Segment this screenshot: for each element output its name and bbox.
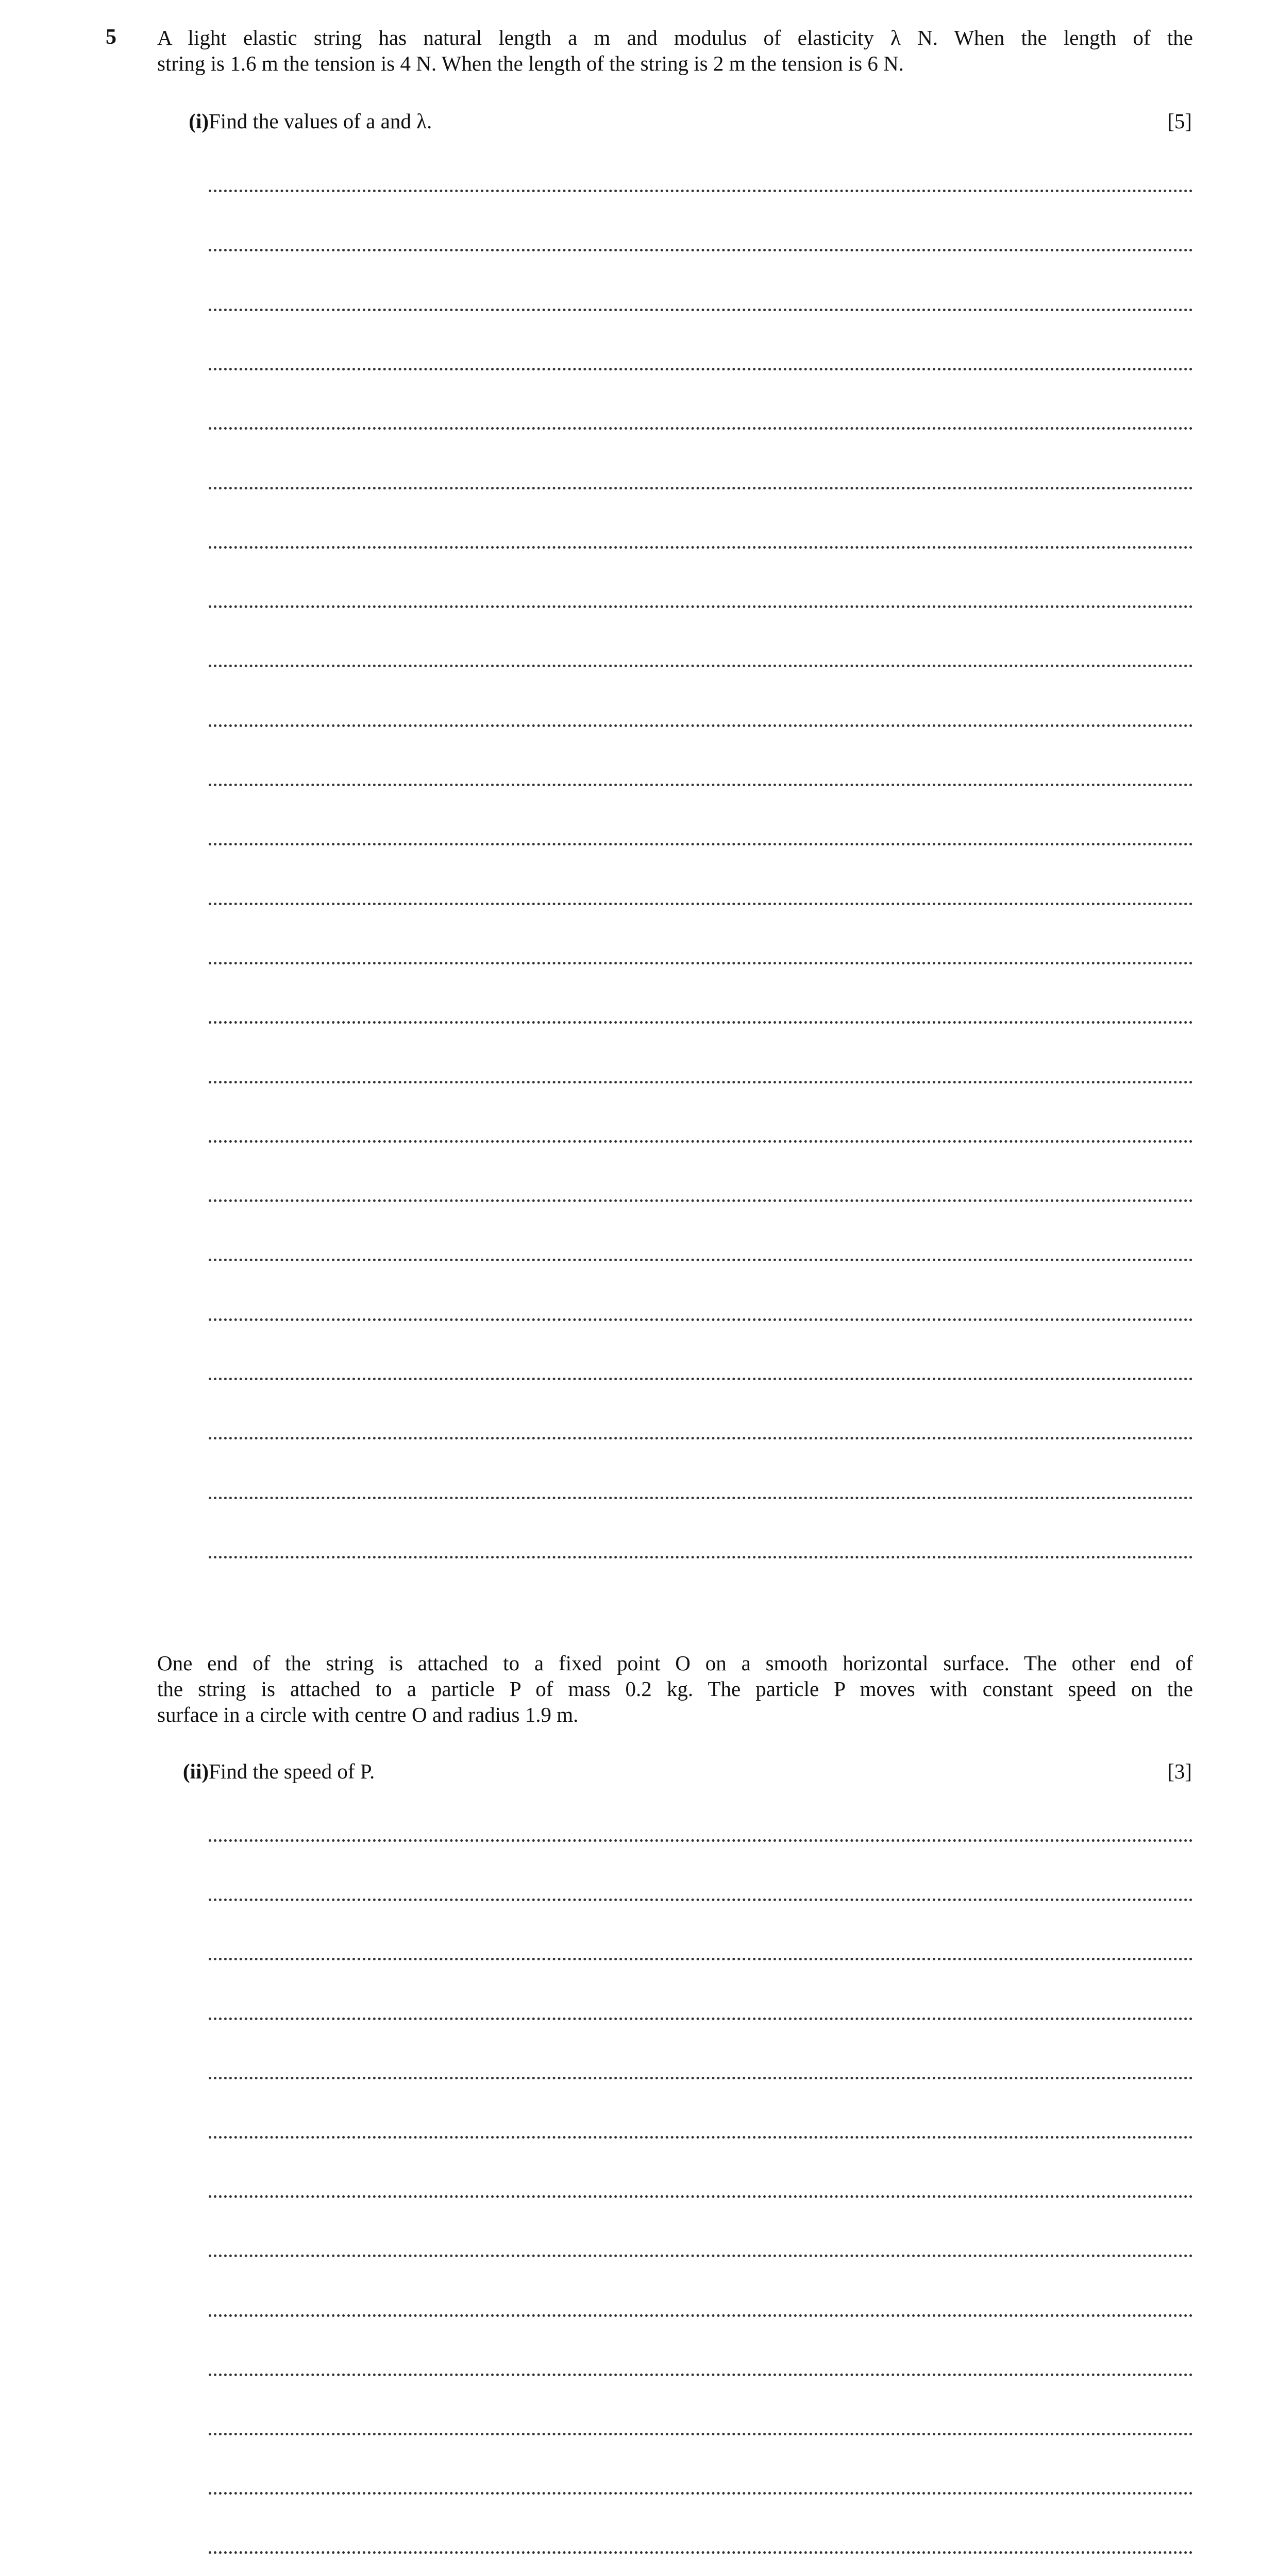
answer-line[interactable] bbox=[209, 2433, 1193, 2435]
answer-line[interactable] bbox=[209, 2492, 1193, 2495]
answer-line[interactable] bbox=[209, 1556, 1193, 1558]
answer-line[interactable] bbox=[209, 2077, 1193, 2079]
answer-line[interactable] bbox=[209, 1839, 1193, 1842]
part-ii-marks: [3] bbox=[1167, 1759, 1192, 1783]
answer-line[interactable] bbox=[209, 2551, 1193, 2554]
part-ii-prompt: Find the speed of P. bbox=[209, 1759, 375, 1783]
answer-line[interactable] bbox=[209, 2195, 1193, 2198]
answer-line[interactable] bbox=[209, 665, 1193, 667]
answer-line[interactable] bbox=[209, 1437, 1193, 1439]
context-line: One end of the string is attached to a fixed point O on a smooth horizontal surface. The other end of bbox=[157, 1651, 1193, 1675]
answer-line[interactable] bbox=[209, 784, 1193, 786]
answer-line[interactable] bbox=[209, 249, 1193, 251]
answer-line[interactable] bbox=[209, 962, 1193, 964]
answer-line[interactable] bbox=[209, 1259, 1193, 1261]
answer-line[interactable] bbox=[209, 368, 1193, 370]
answer-line[interactable] bbox=[209, 2018, 1193, 2020]
answer-line[interactable] bbox=[209, 487, 1193, 489]
part-i-label: (i) bbox=[189, 109, 209, 133]
answer-line[interactable] bbox=[209, 605, 1193, 608]
answer-line[interactable] bbox=[209, 843, 1193, 845]
intro-line: string is 1.6 m the tension is 4 N. When the length of the string is 2 m the tension is 6 N. bbox=[157, 52, 904, 75]
answer-line[interactable] bbox=[209, 903, 1193, 905]
answer-line[interactable] bbox=[209, 546, 1193, 549]
answer-line[interactable] bbox=[209, 190, 1193, 192]
answer-line[interactable] bbox=[209, 1899, 1193, 1901]
answer-line[interactable] bbox=[209, 2136, 1193, 2139]
context-line: surface in a circle with centre O and radius 1.9 m. bbox=[157, 1703, 579, 1726]
answer-line[interactable] bbox=[209, 1081, 1193, 1083]
answer-line[interactable] bbox=[209, 1318, 1193, 1321]
part-ii-label: (ii) bbox=[182, 1759, 209, 1783]
answer-line[interactable] bbox=[209, 2314, 1193, 2317]
answer-line[interactable] bbox=[209, 1199, 1193, 1202]
question-number: 5 bbox=[106, 25, 116, 49]
answer-line[interactable] bbox=[209, 1140, 1193, 1143]
intro-line: A light elastic string has natural length a m and modulus of elasticity λ N. When the length of the bbox=[157, 26, 1193, 49]
answer-line[interactable] bbox=[209, 309, 1193, 311]
answer-line[interactable] bbox=[209, 1958, 1193, 1960]
answer-line[interactable] bbox=[209, 724, 1193, 727]
answer-line[interactable] bbox=[209, 427, 1193, 430]
answer-line[interactable] bbox=[209, 2255, 1193, 2257]
question-intro bbox=[157, 25, 1193, 76]
answer-line[interactable] bbox=[209, 2374, 1193, 2376]
part-i-marks: [5] bbox=[1167, 109, 1192, 133]
part-i-prompt: Find the values of a and λ. bbox=[209, 109, 432, 133]
answer-line[interactable] bbox=[209, 1378, 1193, 1380]
context-line: the string is attached to a particle P of mass 0.2 kg. The particle P moves with constant speed on the bbox=[157, 1677, 1193, 1701]
context-paragraph bbox=[157, 1650, 1193, 1727]
answer-line[interactable] bbox=[209, 1497, 1193, 1499]
answer-line[interactable] bbox=[209, 1021, 1193, 1024]
